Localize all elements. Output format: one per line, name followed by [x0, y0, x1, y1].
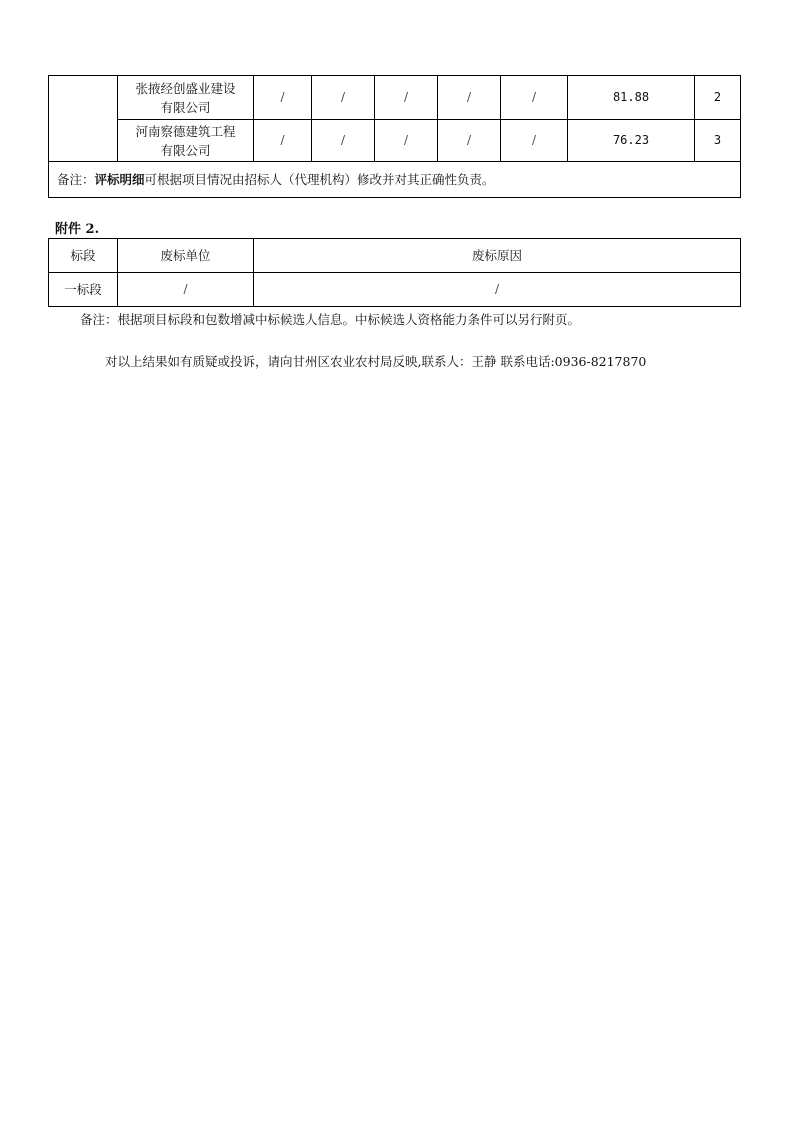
table-row [49, 273, 741, 307]
candidate-table [48, 75, 741, 198]
header-section: 标段 [49, 239, 118, 273]
reason-cell: / [254, 273, 741, 307]
table-note: 备注：评标明细可根据项目情况由招标人（代理机构）修改并对其正确性负责。 [49, 162, 741, 198]
table-row [49, 76, 741, 120]
header-unit: 废标单位 [118, 239, 254, 273]
company-name: 张掖经创盛业建设 有限公司 [118, 76, 254, 120]
rank-cell: 3 [695, 120, 741, 162]
score-cell: 81.88 [568, 76, 695, 120]
section-cell: 一标段 [49, 273, 118, 307]
value-cell: / [312, 120, 375, 162]
note-bold-term: 评标明细 [94, 172, 145, 187]
value-cell: / [438, 76, 501, 120]
company-name: 河南察德建筑工程 有限公司 [118, 120, 254, 162]
header-reason: 废标原因 [254, 239, 741, 273]
value-cell: / [438, 120, 501, 162]
value-cell: / [312, 76, 375, 120]
value-cell: / [501, 120, 568, 162]
value-cell: / [375, 120, 438, 162]
attachment-2-title: 附件 2. [55, 222, 100, 237]
value-cell: / [375, 76, 438, 120]
disqualified-table [48, 238, 741, 307]
value-cell: / [254, 120, 312, 162]
score-cell: 76.23 [568, 120, 695, 162]
value-cell: / [254, 76, 312, 120]
value-cell: / [501, 76, 568, 120]
rank-cell: 2 [695, 76, 741, 120]
contact-info: 对以上结果如有质疑或投诉，请向甘州区农业农村局反映,联系人：王静 联系电话:0936-8217870 [105, 354, 647, 369]
remark-note: 备注：根据项目标段和包数增减中标候选人信息。中标候选人资格能力条件可以另行附页。 [80, 312, 581, 327]
table-row [49, 120, 741, 162]
table-header-row [49, 239, 741, 273]
merged-section-cell [49, 76, 118, 162]
table-note-row [49, 162, 741, 198]
unit-cell: / [118, 273, 254, 307]
